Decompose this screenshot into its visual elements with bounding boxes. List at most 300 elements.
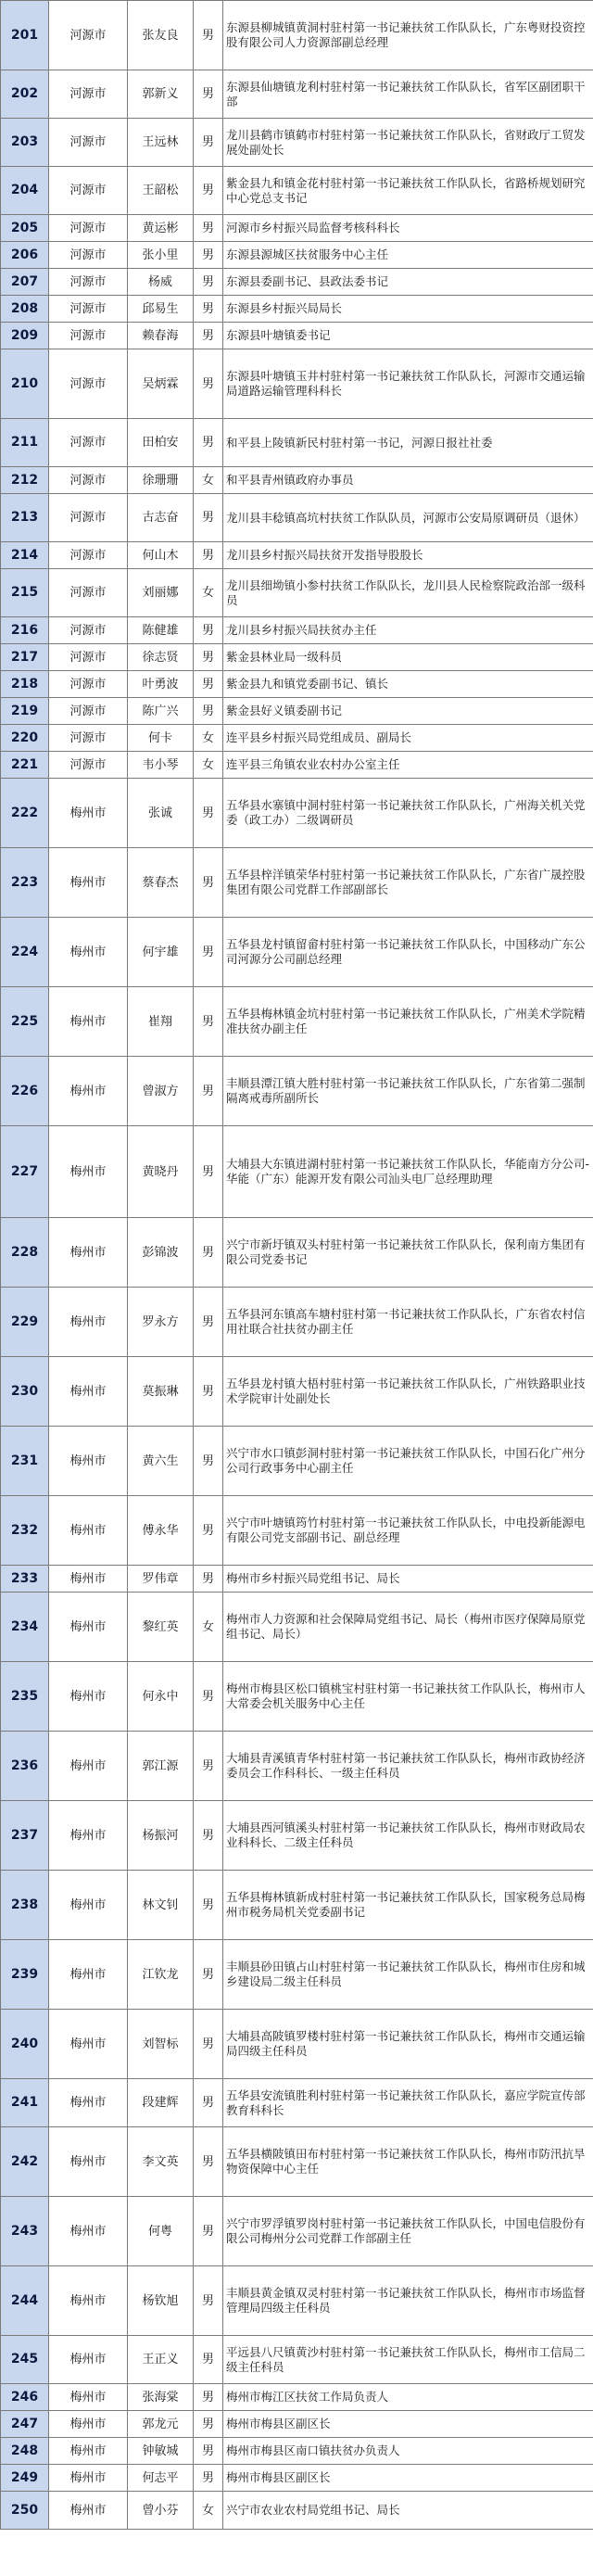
row-number: 210 [1, 349, 49, 419]
table-row [1, 1871, 593, 1940]
gender-cell: 男 [194, 2411, 223, 2438]
row-number: 218 [1, 671, 49, 698]
table-row [1, 918, 593, 987]
gender-cell: 男 [194, 2465, 223, 2492]
city-cell: 梅州市 [49, 1288, 128, 1357]
row-number: 214 [1, 542, 49, 569]
row-number: 232 [1, 1496, 49, 1566]
row-number: 213 [1, 494, 49, 542]
position-cell: 紫金县林业局一级科员 [223, 644, 593, 671]
city-cell: 河源市 [49, 542, 128, 569]
city-cell: 河源市 [49, 698, 128, 725]
gender-cell: 男 [194, 1732, 223, 1801]
row-number: 206 [1, 242, 49, 269]
city-cell: 梅州市 [49, 2197, 128, 2266]
row-number: 236 [1, 1732, 49, 1801]
row-number: 209 [1, 323, 49, 349]
position-cell: 紫金县九和镇金花村驻村第一书记兼扶贫工作队队长，省路桥规划研究中心党总支书记 [223, 167, 593, 215]
name-cell: 黄六生 [128, 1427, 194, 1496]
city-cell: 梅州市 [49, 2010, 128, 2079]
table-row [1, 1288, 593, 1357]
position-cell: 梅州市梅县区副区长 [223, 2411, 593, 2438]
table-row [1, 779, 593, 848]
name-cell: 何山木 [128, 542, 194, 569]
city-cell: 河源市 [49, 467, 128, 494]
city-cell: 河源市 [49, 644, 128, 671]
name-cell: 陈健雄 [128, 617, 194, 644]
gender-cell: 男 [194, 242, 223, 269]
name-cell: 黄运彬 [128, 215, 194, 242]
city-cell: 河源市 [49, 349, 128, 419]
row-number: 217 [1, 644, 49, 671]
city-cell: 河源市 [49, 752, 128, 779]
gender-cell: 女 [194, 752, 223, 779]
table-row [1, 2010, 593, 2079]
position-cell: 五华县梅林镇金坑村驻村第一书记兼扶贫工作队队长，广州美术学院精准扶贫办副主任 [223, 987, 593, 1057]
name-cell: 陈广兴 [128, 698, 194, 725]
name-cell: 杨钦旭 [128, 2266, 194, 2336]
name-cell: 何志平 [128, 2465, 194, 2492]
table-row [1, 119, 593, 167]
gender-cell: 男 [194, 848, 223, 918]
city-cell: 梅州市 [49, 848, 128, 918]
table-row [1, 725, 593, 752]
table-row [1, 70, 593, 119]
table-row [1, 617, 593, 644]
city-cell: 河源市 [49, 215, 128, 242]
gender-cell: 男 [194, 269, 223, 296]
name-cell: 杨威 [128, 269, 194, 296]
name-cell: 傅永华 [128, 1496, 194, 1566]
name-cell: 何宇雄 [128, 918, 194, 987]
row-number: 238 [1, 1871, 49, 1940]
city-cell: 梅州市 [49, 1126, 128, 1218]
city-cell: 梅州市 [49, 987, 128, 1057]
table-row [1, 644, 593, 671]
gender-cell: 男 [194, 644, 223, 671]
position-cell: 丰顺县黄金镇双灵村驻村第一书记兼扶贫工作队队长，梅州市市场监督管理局四级主任科员 [223, 2266, 593, 2336]
gender-cell: 男 [194, 323, 223, 349]
row-number: 249 [1, 2465, 49, 2492]
gender-cell: 男 [194, 1871, 223, 1940]
position-cell: 连平县三角镇农业农村办公室主任 [223, 752, 593, 779]
city-cell: 梅州市 [49, 1732, 128, 1801]
gender-cell: 男 [194, 671, 223, 698]
position-cell: 兴宁市罗浮镇罗岗村驻村第一书记兼扶贫工作队队长，中国电信股份有限公司梅州分公司党群工作部副主任 [223, 2197, 593, 2266]
row-number: 221 [1, 752, 49, 779]
city-cell: 河源市 [49, 323, 128, 349]
gender-cell: 男 [194, 2336, 223, 2384]
gender-cell: 男 [194, 2010, 223, 2079]
position-cell: 龙川县细坳镇小参村扶贫工作队队长，龙川县人民检察院政治部一级科员 [223, 569, 593, 617]
city-cell: 河源市 [49, 242, 128, 269]
gender-cell: 男 [194, 918, 223, 987]
name-cell: 叶勇波 [128, 671, 194, 698]
row-number: 215 [1, 569, 49, 617]
row-number: 235 [1, 1662, 49, 1732]
city-cell: 梅州市 [49, 1593, 128, 1662]
city-cell: 河源市 [49, 119, 128, 167]
city-cell: 梅州市 [49, 2266, 128, 2336]
name-cell: 徐珊珊 [128, 467, 194, 494]
gender-cell: 男 [194, 349, 223, 419]
position-cell: 龙川县乡村振兴局扶贫办主任 [223, 617, 593, 644]
city-cell: 梅州市 [49, 1566, 128, 1593]
gender-cell: 男 [194, 1801, 223, 1871]
name-cell: 韦小琴 [128, 752, 194, 779]
position-cell: 五华县水寨镇中洞村驻村第一书记兼扶贫工作队队长，广州海关机关党委（政工办）二级调研员 [223, 779, 593, 848]
row-number: 202 [1, 70, 49, 119]
table-row [1, 1126, 593, 1218]
table-row [1, 1940, 593, 2010]
position-cell: 兴宁市叶塘镇筠竹村驻村第一书记兼扶贫工作队队长，中电投新能源电有限公司党支部副书记、副总经理 [223, 1496, 593, 1566]
position-cell: 紫金县好义镇委副书记 [223, 698, 593, 725]
name-cell: 李文英 [128, 2127, 194, 2197]
position-cell: 平远县八尺镇黄沙村驻村第一书记兼扶贫工作队队长，梅州市工信局二级主任科员 [223, 2336, 593, 2384]
position-cell: 和平县上陵镇新民村驻村第一书记，河源日报社社委 [223, 419, 593, 467]
position-cell: 东源县委副书记、县政法委书记 [223, 269, 593, 296]
table-row [1, 1732, 593, 1801]
row-number: 244 [1, 2266, 49, 2336]
row-number: 242 [1, 2127, 49, 2197]
row-number: 245 [1, 2336, 49, 2384]
name-cell: 张诚 [128, 779, 194, 848]
gender-cell: 男 [194, 987, 223, 1057]
position-cell: 东源县源城区扶贫服务中心主任 [223, 242, 593, 269]
gender-cell: 男 [194, 1357, 223, 1427]
table-row [1, 698, 593, 725]
position-cell: 和平县青州镇政府办事员 [223, 467, 593, 494]
position-cell: 五华县梓洋镇荣华村驻村第一书记兼扶贫工作队队长，广东省广晟控股集团有限公司党群工作部副部长 [223, 848, 593, 918]
name-cell: 崔翔 [128, 987, 194, 1057]
city-cell: 梅州市 [49, 1218, 128, 1288]
table-row [1, 296, 593, 323]
gender-cell: 男 [194, 2438, 223, 2465]
row-number: 227 [1, 1126, 49, 1218]
gender-cell: 男 [194, 2127, 223, 2197]
name-cell: 曾淑方 [128, 1057, 194, 1126]
table-row [1, 1057, 593, 1126]
name-cell: 王正义 [128, 2336, 194, 2384]
city-cell: 梅州市 [49, 2492, 128, 2530]
table-row [1, 494, 593, 542]
position-cell: 东源县叶塘镇玉井村驻村第一书记兼扶贫工作队队长，河源市交通运输局道路运输管理科科长 [223, 349, 593, 419]
table-row [1, 848, 593, 918]
position-cell: 梅州市乡村振兴局党组书记、局长 [223, 1566, 593, 1593]
name-cell: 张友良 [128, 1, 194, 70]
gender-cell: 男 [194, 542, 223, 569]
city-cell: 河源市 [49, 70, 128, 119]
row-number: 203 [1, 119, 49, 167]
position-cell: 大埔县高陂镇罗楼村驻村第一书记兼扶贫工作队队长，梅州市交通运输局四级主任科员 [223, 2010, 593, 2079]
position-cell: 龙川县鹤市镇鹤市村驻村第一书记兼扶贫工作队队长，省财政厅工贸发展处副处长 [223, 119, 593, 167]
table-row [1, 1357, 593, 1427]
gender-cell: 男 [194, 167, 223, 215]
name-cell: 吴炳霖 [128, 349, 194, 419]
city-cell: 梅州市 [49, 1357, 128, 1427]
table-row [1, 1, 593, 70]
position-cell: 大埔县大东镇进湖村驻村第一书记兼扶贫工作队队长，华能南方分公司-华能（广东）能源开发有限公司汕头电厂总经理助理 [223, 1126, 593, 1218]
table-row [1, 1662, 593, 1732]
row-number: 246 [1, 2384, 49, 2411]
name-cell: 郭龙元 [128, 2411, 194, 2438]
row-number: 241 [1, 2079, 49, 2127]
name-cell: 罗永方 [128, 1288, 194, 1357]
name-cell: 刘丽娜 [128, 569, 194, 617]
row-number: 226 [1, 1057, 49, 1126]
table-row [1, 752, 593, 779]
gender-cell: 男 [194, 1126, 223, 1218]
city-cell: 河源市 [49, 296, 128, 323]
gender-cell: 男 [194, 1057, 223, 1126]
row-number: 223 [1, 848, 49, 918]
position-cell: 五华县河东镇高车塘村驻村第一书记兼扶贫工作队队长，广东省农村信用社联合社扶贫办副主任 [223, 1288, 593, 1357]
gender-cell: 男 [194, 1496, 223, 1566]
name-cell: 刘智标 [128, 2010, 194, 2079]
city-cell: 梅州市 [49, 2411, 128, 2438]
row-number: 208 [1, 296, 49, 323]
name-cell: 何永中 [128, 1662, 194, 1732]
table-row [1, 542, 593, 569]
position-cell: 梅州市梅县区副区长 [223, 2465, 593, 2492]
gender-cell: 男 [194, 119, 223, 167]
name-cell: 徐志贤 [128, 644, 194, 671]
city-cell: 梅州市 [49, 1801, 128, 1871]
gender-cell: 女 [194, 2492, 223, 2530]
gender-cell: 男 [194, 215, 223, 242]
position-cell: 龙川县丰稔镇高坑村扶贫工作队队员，河源市公安局原调研员（退休） [223, 494, 593, 542]
position-cell: 梅州市梅江区扶贫工作局负责人 [223, 2384, 593, 2411]
city-cell: 梅州市 [49, 779, 128, 848]
gender-cell: 女 [194, 725, 223, 752]
city-cell: 梅州市 [49, 1871, 128, 1940]
gender-cell: 男 [194, 1427, 223, 1496]
city-cell: 河源市 [49, 617, 128, 644]
position-cell: 五华县龙村镇留畲村驻村第一书记兼扶贫工作队队长，中国移动广东公司河源分公司副总经理 [223, 918, 593, 987]
city-cell: 梅州市 [49, 1057, 128, 1126]
position-cell: 梅州市人力资源和社会保障局党组书记、局长（梅州市医疗保障局原党组书记、局长） [223, 1593, 593, 1662]
table-row [1, 2411, 593, 2438]
table-row [1, 569, 593, 617]
gender-cell: 男 [194, 70, 223, 119]
row-number: 234 [1, 1593, 49, 1662]
gender-cell: 男 [194, 494, 223, 542]
name-cell: 莫振琳 [128, 1357, 194, 1427]
gender-cell: 男 [194, 419, 223, 467]
table-row [1, 467, 593, 494]
row-number: 250 [1, 2492, 49, 2530]
name-cell: 江钦龙 [128, 1940, 194, 2010]
name-cell: 邱易生 [128, 296, 194, 323]
city-cell: 梅州市 [49, 2336, 128, 2384]
position-cell: 梅州市梅县区南口镇扶贫办负责人 [223, 2438, 593, 2465]
position-cell: 五华县龙村镇大梧村驻村第一书记兼扶贫工作队队长，广州铁路职业技术学院审计处副处长 [223, 1357, 593, 1427]
row-number: 228 [1, 1218, 49, 1288]
city-cell: 河源市 [49, 419, 128, 467]
row-number: 233 [1, 1566, 49, 1593]
name-cell: 林文钊 [128, 1871, 194, 1940]
gender-cell: 男 [194, 296, 223, 323]
row-number: 205 [1, 215, 49, 242]
row-number: 204 [1, 167, 49, 215]
row-number: 230 [1, 1357, 49, 1427]
city-cell: 梅州市 [49, 1662, 128, 1732]
city-cell: 河源市 [49, 725, 128, 752]
table-row [1, 349, 593, 419]
city-cell: 河源市 [49, 269, 128, 296]
name-cell: 郭新义 [128, 70, 194, 119]
position-cell: 丰顺县砂田镇占山村驻村第一书记兼扶贫工作队队长，梅州市住房和城乡建设局二级主任科员 [223, 1940, 593, 2010]
table-row [1, 167, 593, 215]
row-number: 216 [1, 617, 49, 644]
position-cell: 东源县仙塘镇龙利村驻村第一书记兼扶贫工作队队长，省军区副团职干部 [223, 70, 593, 119]
table-row [1, 2336, 593, 2384]
position-cell: 连平县乡村振兴局党组成员、副局长 [223, 725, 593, 752]
row-number: 220 [1, 725, 49, 752]
name-cell: 田柏安 [128, 419, 194, 467]
name-cell: 张海棠 [128, 2384, 194, 2411]
gender-cell: 男 [194, 1218, 223, 1288]
position-cell: 大埔县青溪镇青华村驻村第一书记兼扶贫工作队队长，梅州市政协经济委员会工作科科长、一级主任科员 [223, 1732, 593, 1801]
position-cell: 兴宁市新圩镇双头村驻村第一书记兼扶贫工作队队长，保利南方集团有限公司党委书记 [223, 1218, 593, 1288]
gender-cell: 男 [194, 1940, 223, 2010]
name-cell: 蔡春杰 [128, 848, 194, 918]
gender-cell: 男 [194, 2079, 223, 2127]
gender-cell: 女 [194, 569, 223, 617]
table-row [1, 2384, 593, 2411]
city-cell: 河源市 [49, 494, 128, 542]
city-cell: 梅州市 [49, 1496, 128, 1566]
position-cell: 龙川县乡村振兴局扶贫开发指导股股长 [223, 542, 593, 569]
name-cell: 郭江源 [128, 1732, 194, 1801]
gender-cell: 男 [194, 617, 223, 644]
position-cell: 兴宁市水口镇彭洞村驻村第一书记兼扶贫工作队队长，中国石化广州分公司行政事务中心副主任 [223, 1427, 593, 1496]
table-row [1, 2438, 593, 2465]
position-cell: 五华县梅林镇新成村驻村第一书记兼扶贫工作队队长，国家税务总局梅州市税务局机关党委副书记 [223, 1871, 593, 1940]
row-number: 201 [1, 1, 49, 70]
position-cell: 五华县横陂镇田布村驻村第一书记兼扶贫工作队队长，梅州市防汛抗旱物资保障中心主任 [223, 2127, 593, 2197]
city-cell: 梅州市 [49, 918, 128, 987]
gender-cell: 男 [194, 698, 223, 725]
name-cell: 赖春海 [128, 323, 194, 349]
gender-cell: 女 [194, 467, 223, 494]
table-row [1, 1566, 593, 1593]
table-row [1, 215, 593, 242]
city-cell: 梅州市 [49, 2465, 128, 2492]
position-cell: 梅州市梅县区松口镇桃宝村驻村第一书记兼扶贫工作队队长，梅州市人大常委会机关服务中心主任 [223, 1662, 593, 1732]
city-cell: 梅州市 [49, 1427, 128, 1496]
city-cell: 河源市 [49, 671, 128, 698]
table-row [1, 671, 593, 698]
name-cell: 何粤 [128, 2197, 194, 2266]
row-number: 248 [1, 2438, 49, 2465]
name-cell: 钟敏城 [128, 2438, 194, 2465]
city-cell: 梅州市 [49, 2127, 128, 2197]
row-number: 239 [1, 1940, 49, 2010]
city-cell: 河源市 [49, 1, 128, 70]
table-row [1, 2465, 593, 2492]
gender-cell: 男 [194, 1566, 223, 1593]
position-cell: 东源县叶塘镇委书记 [223, 323, 593, 349]
row-number: 222 [1, 779, 49, 848]
name-cell: 罗伟章 [128, 1566, 194, 1593]
position-cell: 大埔县西河镇溪头村驻村第一书记兼扶贫工作队队长，梅州市财政局农业科科长、二级主任科员 [223, 1801, 593, 1871]
city-cell: 梅州市 [49, 2079, 128, 2127]
name-cell: 王远林 [128, 119, 194, 167]
table-row [1, 2266, 593, 2336]
table-row [1, 419, 593, 467]
name-cell: 杨振河 [128, 1801, 194, 1871]
name-cell: 彭锦波 [128, 1218, 194, 1288]
row-number: 207 [1, 269, 49, 296]
row-number: 225 [1, 987, 49, 1057]
position-cell: 丰顺县潭江镇大胜村驻村第一书记兼扶贫工作队队长，广东省第二强制隔离戒毒所副所长 [223, 1057, 593, 1126]
table-row [1, 2492, 593, 2530]
position-cell: 兴宁市农业农村局党组书记、局长 [223, 2492, 593, 2530]
table-row [1, 1427, 593, 1496]
table-body [1, 1, 593, 2530]
position-cell: 五华县安流镇胜利村驻村第一书记兼扶贫工作队队长，嘉应学院宣传部教育科科长 [223, 2079, 593, 2127]
gender-cell: 男 [194, 1288, 223, 1357]
table-row [1, 1218, 593, 1288]
name-cell: 黎红英 [128, 1593, 194, 1662]
position-cell: 紫金县九和镇党委副书记、镇长 [223, 671, 593, 698]
row-number: 247 [1, 2411, 49, 2438]
city-cell: 河源市 [49, 167, 128, 215]
row-number: 229 [1, 1288, 49, 1357]
name-cell: 张小里 [128, 242, 194, 269]
gender-cell: 男 [194, 2384, 223, 2411]
table-row [1, 987, 593, 1057]
gender-cell: 男 [194, 2266, 223, 2336]
table-row [1, 2079, 593, 2127]
gender-cell: 女 [194, 1593, 223, 1662]
table-row [1, 2197, 593, 2266]
position-cell: 河源市乡村振兴局监督考核科科长 [223, 215, 593, 242]
gender-cell: 男 [194, 1662, 223, 1732]
gender-cell: 男 [194, 779, 223, 848]
row-number: 224 [1, 918, 49, 987]
row-number: 243 [1, 2197, 49, 2266]
table-row [1, 323, 593, 349]
row-number: 211 [1, 419, 49, 467]
table-row [1, 1801, 593, 1871]
row-number: 231 [1, 1427, 49, 1496]
name-cell: 何卡 [128, 725, 194, 752]
table-row [1, 269, 593, 296]
city-cell: 梅州市 [49, 2438, 128, 2465]
table-row [1, 1593, 593, 1662]
city-cell: 梅州市 [49, 2384, 128, 2411]
row-number: 219 [1, 698, 49, 725]
table-row [1, 2127, 593, 2197]
gender-cell: 男 [194, 2197, 223, 2266]
gender-cell: 男 [194, 1, 223, 70]
name-cell: 段建辉 [128, 2079, 194, 2127]
row-number: 237 [1, 1801, 49, 1871]
city-cell: 梅州市 [49, 1940, 128, 2010]
row-number: 212 [1, 467, 49, 494]
name-cell: 古志奋 [128, 494, 194, 542]
city-cell: 河源市 [49, 569, 128, 617]
name-cell: 黄晓丹 [128, 1126, 194, 1218]
name-cell: 曾小芬 [128, 2492, 194, 2530]
row-number: 240 [1, 2010, 49, 2079]
position-cell: 东源县乡村振兴局局长 [223, 296, 593, 323]
table-row [1, 242, 593, 269]
position-cell: 东源县柳城镇黄洞村驻村第一书记兼扶贫工作队队长，广东粤财投资控股有限公司人力资源部副总经理 [223, 1, 593, 70]
name-cell: 王韶松 [128, 167, 194, 215]
